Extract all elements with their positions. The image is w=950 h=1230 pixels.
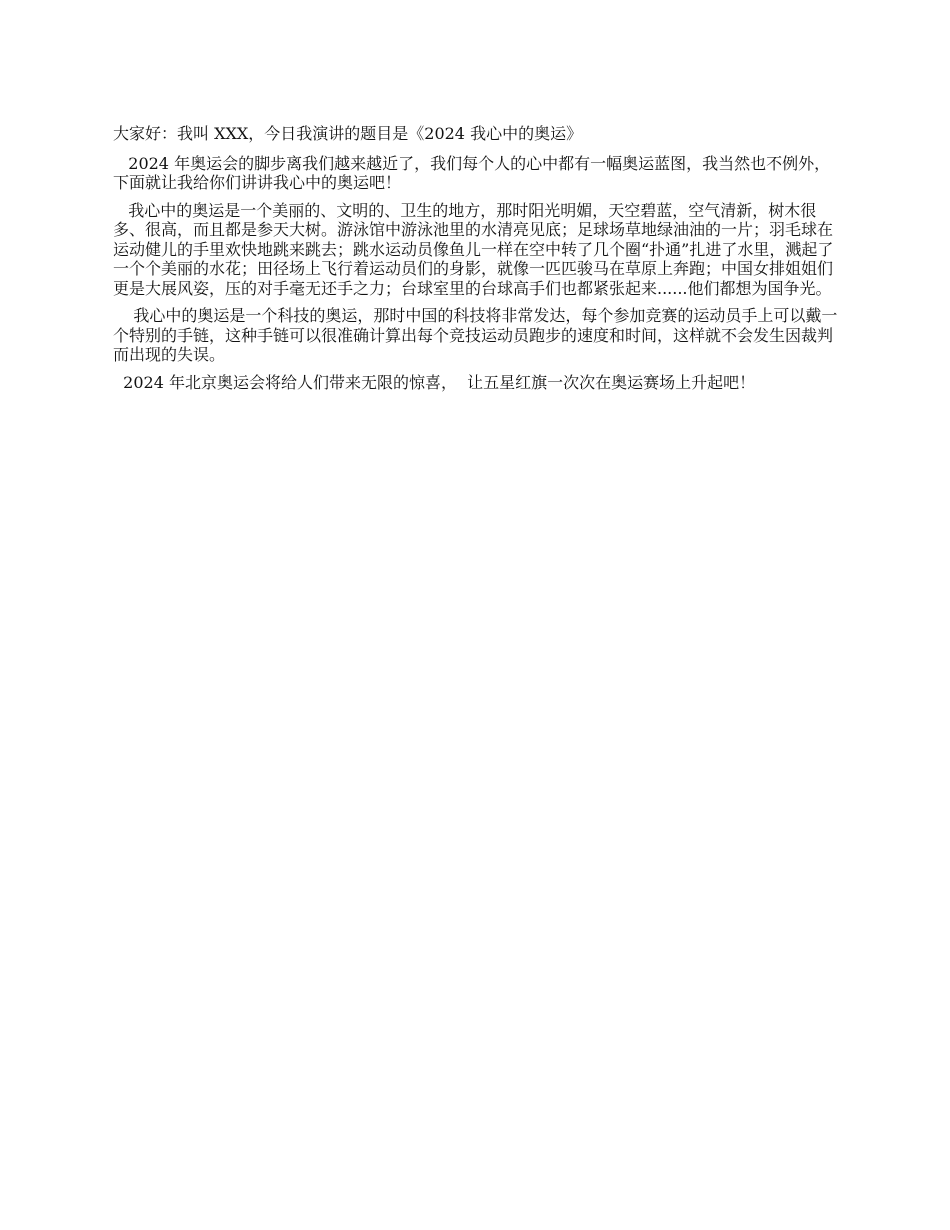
document-body [113,124,843,400]
intro-paragraph: 2024 年奥运会的脚步离我们越来越近了，我们每个人的心中都有一幅奥运蓝图，我当然也不例外，下面就让我给你们讲讲我心中的奥运吧！ [113,153,831,192]
greeting-paragraph: 大家好：我叫 XXX，今日我演讲的题目是《2024 我心中的奥运》 [113,124,583,143]
tech-olympics-paragraph: 我心中的奥运是一个科技的奥运，那时中国的科技将非常发达，每个参加竞赛的运动员手上可以戴一个特别的手链，这种手链可以很准确计算出每个竞技运动员跑步的速度和时间，这样就不会发生因裁判而出现的失误。 [113,306,838,364]
closing-paragraph: 2024 年北京奥运会将给人们带来无限的惊喜， 让五星红旗一次次在奥运赛场上升起吧！ [113,372,756,392]
beautiful-olympics-paragraph: 我心中的奥运是一个美丽的、文明的、卫生的地方，那时阳光明媚，天空碧蓝，空气清新，树木很多、很高，而且都是参天大树。游泳馆中游泳池里的水清亮见底；足球场草地绿油油的一片；羽毛球在运动健儿的手里欢快地跳来跳去；跳水运动员像鱼儿一样在空中转了几个圈“扑通”扎进了水里，溅起了一个个美丽的水花；田径场上飞行着运动员们的身影，就像一匹匹骏马在草原上奔跑；中国女排姐姐们更是大展风姿，压的对手毫无还手之力；台球室里的台球高手们也都紧张起来......他们都想为国争光。 [113,200,834,298]
